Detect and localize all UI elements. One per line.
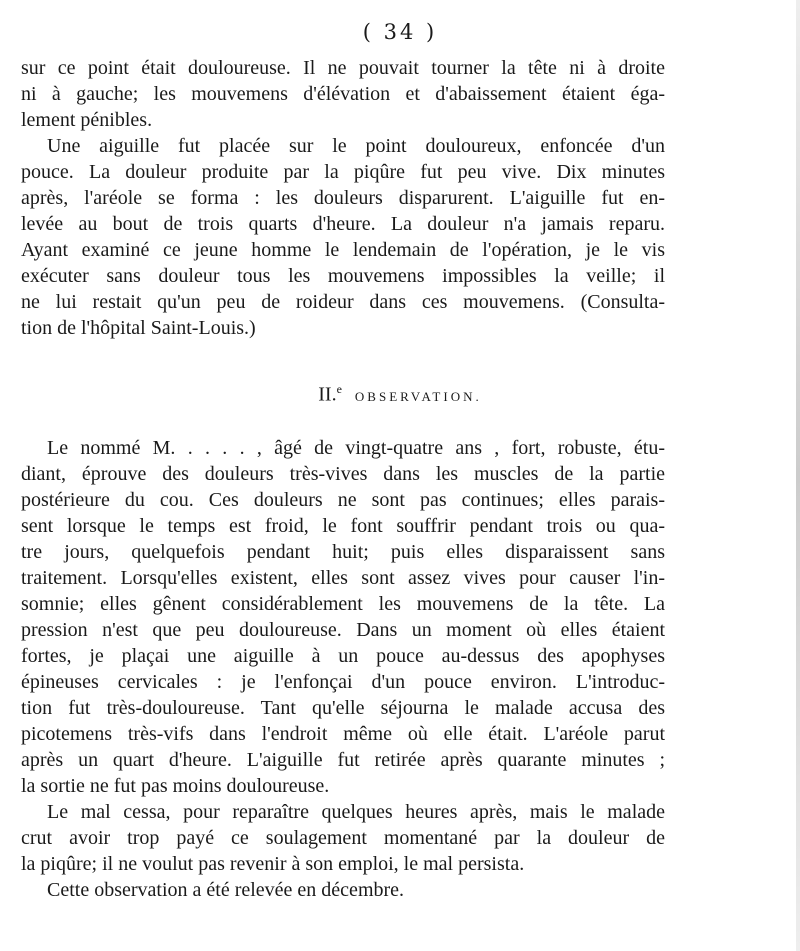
text-line: sur ce point était douloureuse. Il ne pouvait tourner la tête ni à droite [21, 57, 665, 79]
text-line: levée au bout de trois quarts d'heure. La douleur n'a jamais reparu. [21, 213, 665, 235]
text-line: ni à gauche; les mouvemens d'élévation et d'abaissement étaient éga- [21, 83, 665, 105]
text-line: la sortie ne fut pas moins douloureuse. [21, 775, 330, 797]
text-line: somnie; elles gênent considérablement les mouvemens de la tête. La [21, 593, 665, 615]
text-line: fortes, je plaçai une aiguille à un pouce au-dessus des apophyses [21, 645, 665, 667]
heading-number: II. [318, 383, 337, 406]
text-line: Cette observation a été relevée en décembre. [47, 879, 405, 901]
heading-title: OBSERVATION. [354, 388, 482, 404]
text-line: tion de l'hôpital Saint-Louis.) [21, 317, 256, 339]
text-line: lement pénibles. [21, 109, 153, 131]
text-line: pouce. La douleur produite par la piqûre fut peu vive. Dix minutes [21, 161, 665, 183]
text-line: ne lui restait qu'un peu de roideur dans ces mouvemens. (Consulta- [21, 291, 665, 313]
text-line: sent lorsque le temps est froid, le font souffrir pendant trois ou qua- [21, 515, 665, 537]
text-line: postérieure du cou. Ces douleurs ne sont pas continues; elles parais- [21, 489, 665, 511]
heading-superscript: e [336, 382, 342, 396]
text-line: après, l'aréole se forma : les douleurs disparurent. L'aiguille fut en- [21, 187, 665, 209]
text-line: la piqûre; il ne voulut pas revenir à son emploi, le mal persista. [21, 853, 525, 875]
section-heading [0, 382, 800, 407]
page-number: ( 34 ) [362, 20, 438, 44]
text-line: Ayant examiné ce jeune homme le lendemain de l'opération, je le vis [21, 239, 665, 261]
text-line: Une aiguille fut placée sur le point douloureux, enfoncée d'un [47, 135, 665, 157]
text-line: Le nommé M. . . . . , âgé de vingt-quatre ans , fort, robuste, étu- [47, 437, 665, 459]
text-line: pression n'est que peu douloureuse. Dans un moment où elles étaient [21, 619, 665, 641]
text-line: tre jours, quelquefois pendant huit; puis elles disparaissent sans [21, 541, 665, 563]
text-line: Le mal cessa, pour reparaître quelques heures après, mais le malade [47, 801, 665, 823]
text-line: crut avoir trop payé ce soulagement momentané par la douleur de [21, 827, 665, 849]
text-line: après un quart d'heure. L'aiguille fut retirée après quarante minutes ; [21, 749, 665, 771]
paragraph-block-1 [21, 55, 665, 341]
text-line: tion fut très-douloureuse. Tant qu'elle séjourna le malade accusa des [21, 697, 665, 719]
text-line: traitement. Lorsqu'elles existent, elles sont assez vives pour causer l'in- [21, 567, 665, 589]
page-edge-shadow [796, 0, 800, 951]
text-line: picotemens très-vifs dans l'endroit même où elle était. L'aréole parut [21, 723, 665, 745]
text-line: exécuter sans douleur tous les mouvemens impossibles la veille; il [21, 265, 665, 287]
paragraph-block-2 [21, 435, 665, 903]
text-line: épineuses cervicales : je l'enfonçai d'un pouce environ. L'introduc- [21, 671, 665, 693]
text-line: diant, éprouve des douleurs très-vives dans les muscles de la partie [21, 463, 665, 485]
